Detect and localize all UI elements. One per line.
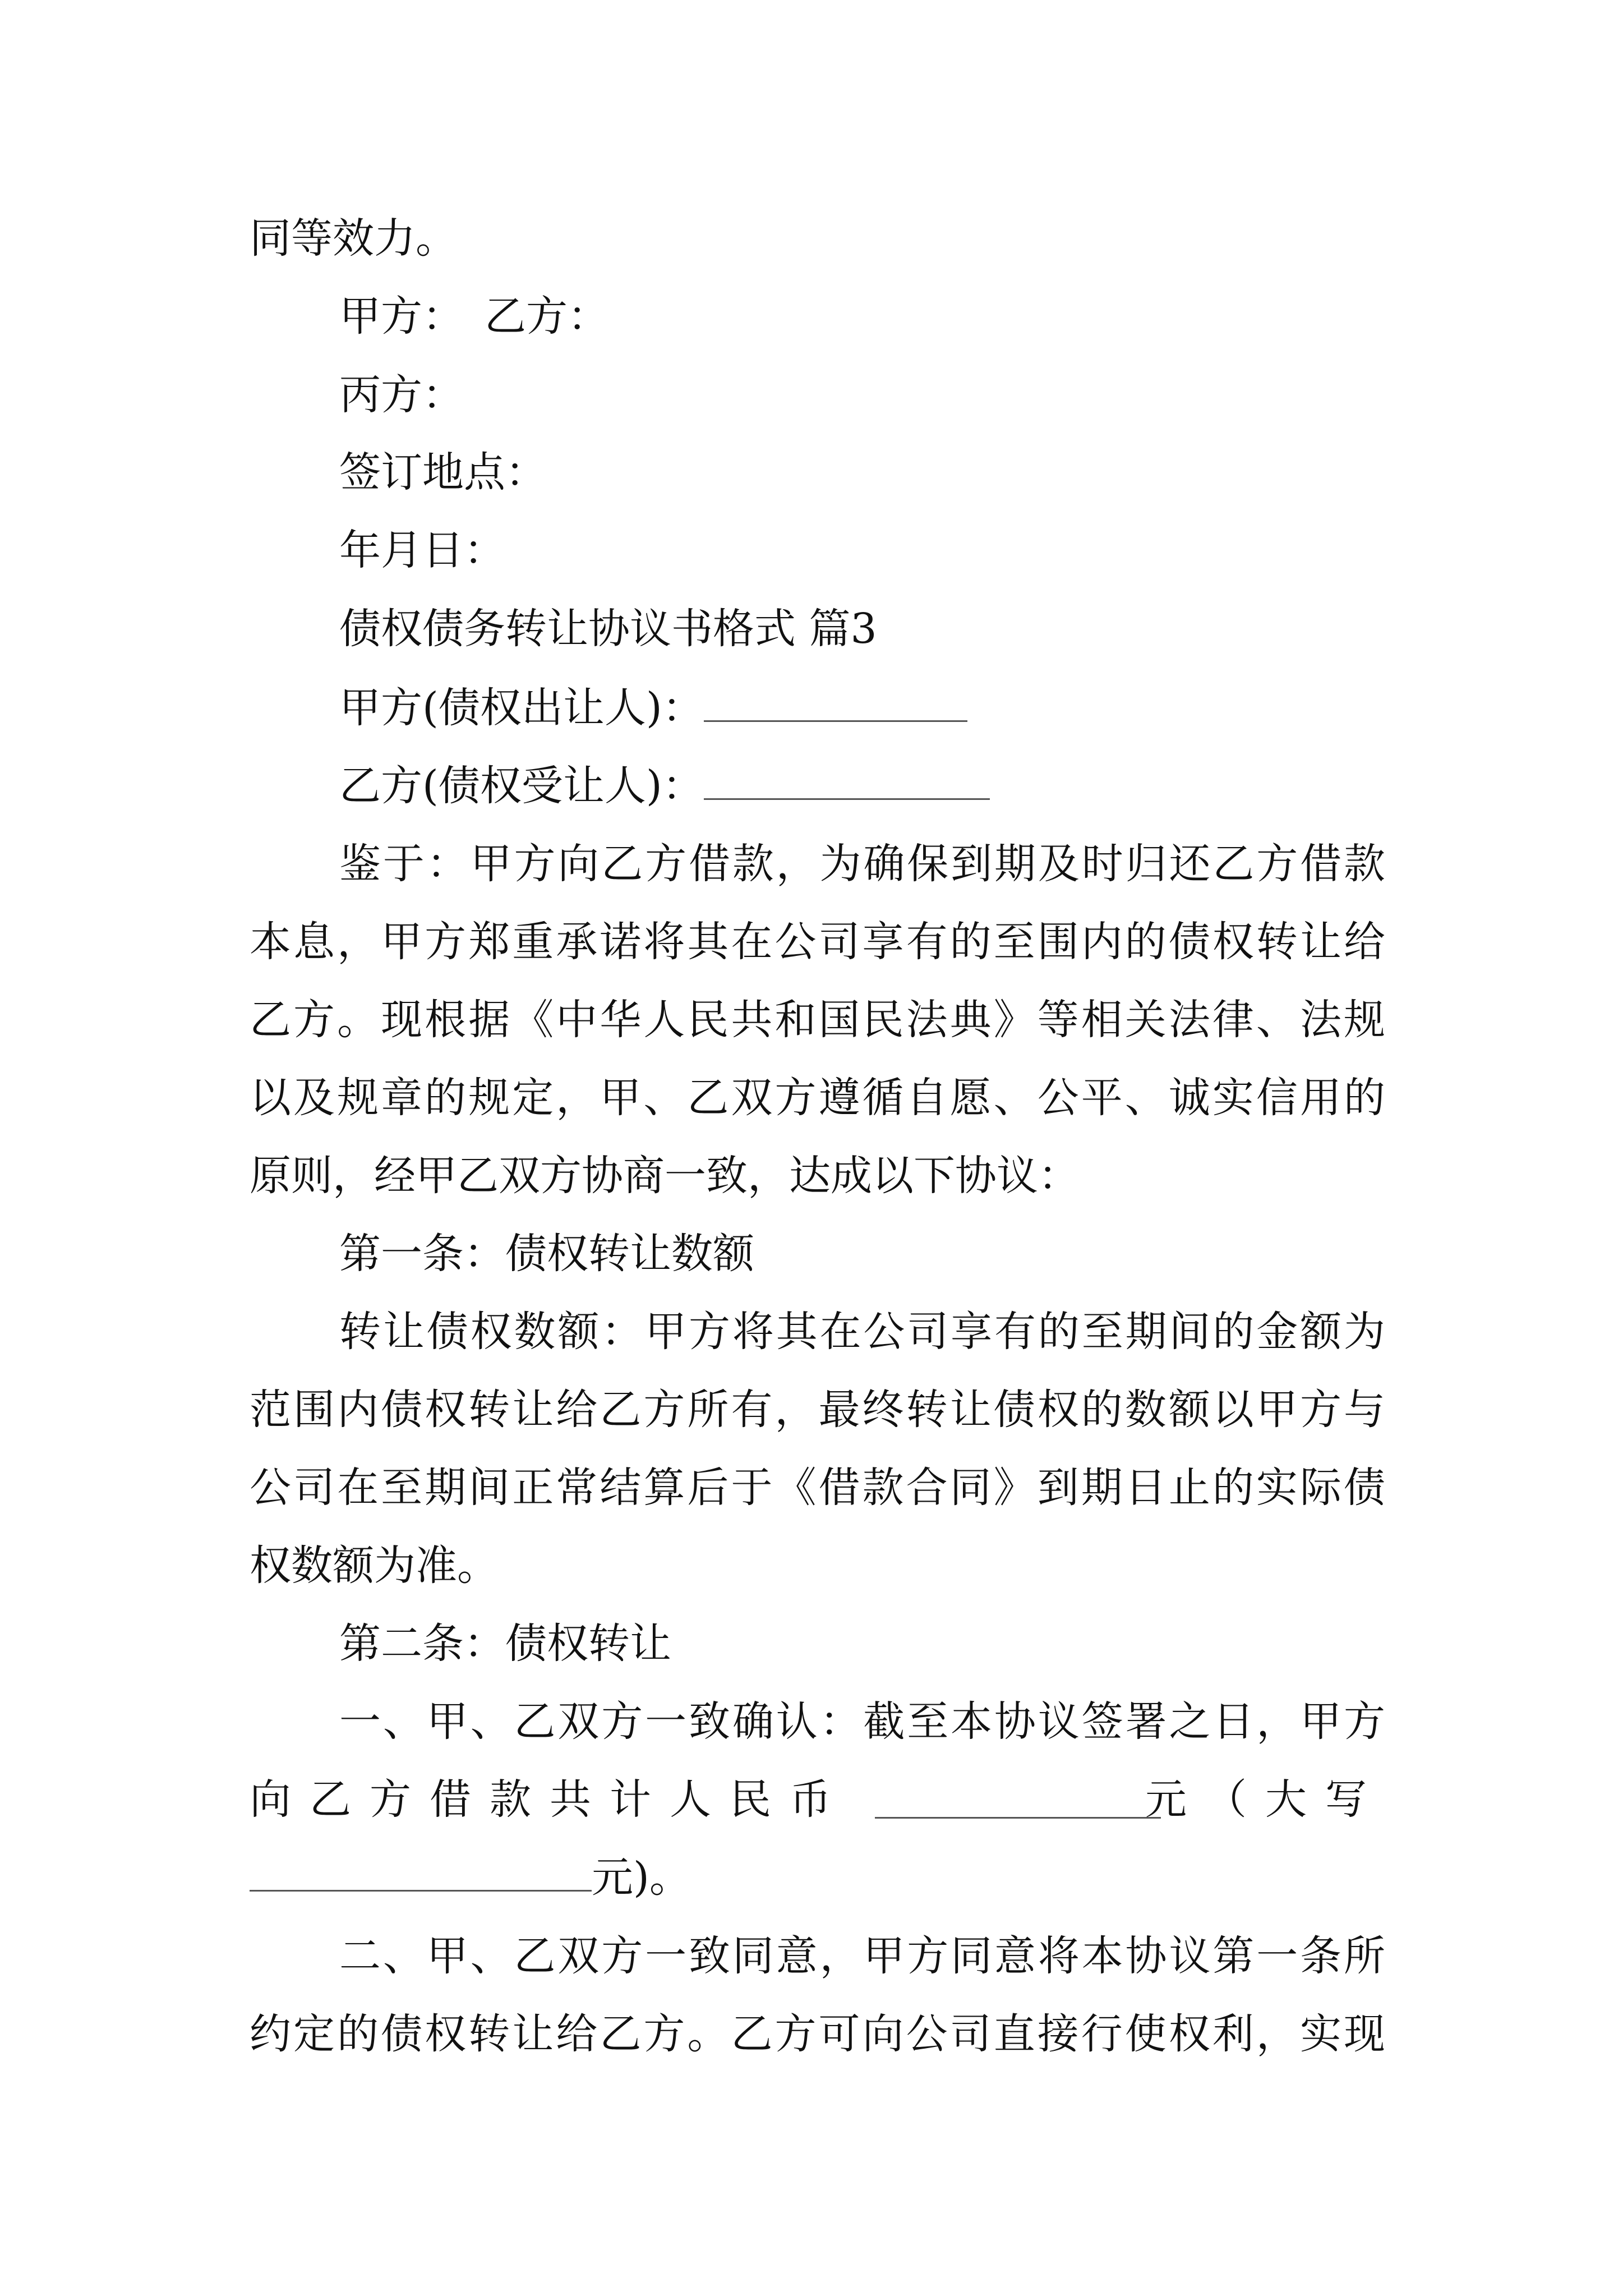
party-a-line bbox=[339, 675, 1385, 741]
text-line: 同等效力。 bbox=[250, 214, 457, 263]
paragraph-line: 鉴于：甲方向乙方借款，为确保到期及时归还乙方借款 bbox=[339, 840, 1385, 888]
paragraph-line: 二、甲、乙双方一致同意，甲方同意将本协议第一条所 bbox=[339, 1932, 1385, 1980]
party-b-line bbox=[339, 753, 1385, 819]
party-b-blank bbox=[704, 796, 990, 800]
paragraph-line: 公司在至期间正常结算后于《借款合同》到期日止的实际债 bbox=[250, 1464, 1385, 1512]
amount-blank bbox=[875, 1815, 1161, 1819]
section-heading: 债权债务转让协议书格式 篇3 bbox=[339, 605, 877, 653]
party-b-label: 乙方(债权受让人)： bbox=[339, 762, 704, 810]
paragraph-line: 一、甲、乙双方一致确认：截至本协议签署之日，甲方 bbox=[339, 1697, 1385, 1746]
paragraph-line: 以及规章的规定，甲、乙双方遵循自愿、公平、诚实信用的 bbox=[250, 1074, 1385, 1122]
amount-uppercase-label: 元（大写 bbox=[1145, 1775, 1385, 1824]
paragraph-line: 范围内债权转让给乙方所有，最终转让债权的数额以甲方与 bbox=[250, 1386, 1385, 1434]
paragraph-line: 原则，经甲乙双方协商一致，达成以下协议： bbox=[250, 1152, 1080, 1200]
date-line: 年月日： bbox=[339, 526, 505, 574]
paragraph-line: 转让债权数额：甲方将其在公司享有的至期间的金额为 bbox=[339, 1308, 1385, 1356]
party-a-blank bbox=[704, 718, 967, 722]
party-c-line: 丙方： bbox=[339, 371, 464, 419]
amount-label: 向乙方借款共计人民币 bbox=[250, 1775, 850, 1824]
amount-uppercase-suffix: 元)。 bbox=[592, 1853, 691, 1902]
signing-place-line: 签订地点： bbox=[339, 448, 547, 496]
paragraph-line: 约定的债权转让给乙方。乙方可向公司直接行使权利，实现 bbox=[250, 2010, 1385, 2058]
party-signature-line: 甲方： 乙方： bbox=[339, 292, 609, 341]
amount-line bbox=[250, 1766, 1385, 1833]
article-heading: 第一条：债权转让数额 bbox=[339, 1230, 754, 1278]
amount-uppercase-blank bbox=[250, 1888, 592, 1892]
paragraph-line: 本息，甲方郑重承诺将其在公司享有的至围内的债权转让给 bbox=[250, 918, 1385, 966]
article-heading: 第二条：债权转让 bbox=[339, 1619, 671, 1668]
paragraph-line: 权数额为准。 bbox=[250, 1542, 499, 1590]
party-a-label: 甲方(债权出让人)： bbox=[339, 684, 704, 732]
amount-uppercase-line bbox=[250, 1844, 1385, 1911]
paragraph-line: 乙方。现根据《中华人民共和国民法典》等相关法律、法规 bbox=[250, 996, 1385, 1044]
